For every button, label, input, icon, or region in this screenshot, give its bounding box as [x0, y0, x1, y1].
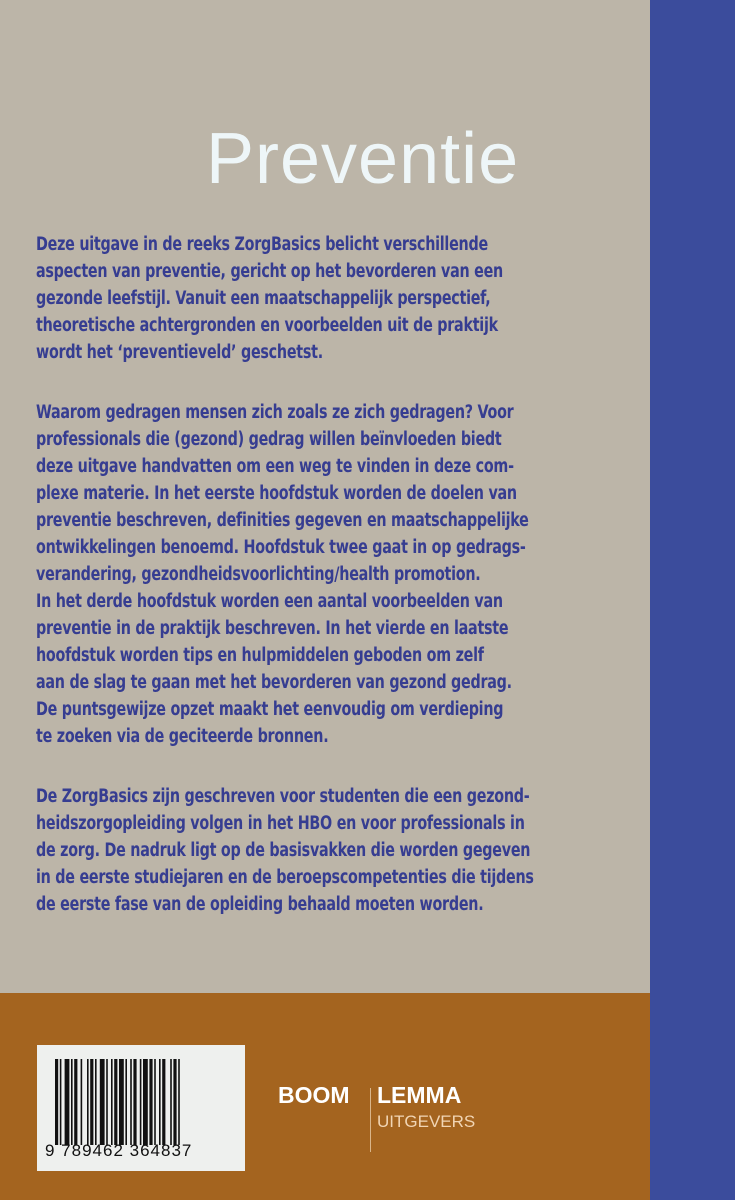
barcode [37, 1045, 245, 1171]
barcode-bar [133, 1059, 136, 1145]
blurb-line: in de eerste studiejaren en de beroepscompetenties die tijdens [36, 867, 534, 888]
barcode-bar [119, 1059, 124, 1145]
barcode-bar [173, 1059, 176, 1145]
barcode-bar [178, 1059, 180, 1145]
barcode-bar [159, 1059, 161, 1145]
barcode-bars [55, 1059, 231, 1145]
blurb-line: professionals die (gezond) gedrag willen beïnvloeden biedt [36, 429, 502, 450]
barcode-bar [100, 1059, 105, 1145]
blurb-line: heidszorgopleiding volgen in het HBO en voor professionals in [36, 813, 525, 834]
blurb-line: aan de slag te gaan met het bevorderen van gezond gedrag. [36, 672, 512, 693]
barcode-bar [60, 1059, 62, 1145]
barcode-bar [55, 1059, 58, 1145]
blurb-paragraph-1 [36, 231, 503, 366]
blurb-line: de zorg. De nadruk ligt op de basisvakken die worden gegeven [36, 840, 531, 861]
barcode-bar [114, 1059, 117, 1145]
barcode-bar [170, 1059, 172, 1145]
blurb-paragraph-2 [36, 399, 529, 750]
blurb-line: Deze uitgave in de reeks ZorgBasics belicht verschillende [36, 234, 488, 255]
blurb-line: hoofdstuk worden tips en hulpmiddelen geboden om zelf [36, 645, 484, 666]
blurb-line: plexe materie. In het eerste hoofdstuk worden de doelen van [36, 483, 517, 504]
blurb-line: preventie beschreven, definities gegeven en maatschappelijke [36, 510, 529, 531]
blurb-line: theoretische achtergronden en voorbeelden uit de praktijk [36, 315, 498, 336]
barcode-bar [154, 1059, 156, 1145]
barcode-bar [111, 1059, 113, 1145]
barcode-bar [143, 1059, 148, 1145]
blurb-line: deze uitgave handvatten om een weg te vinden in deze com- [36, 456, 514, 477]
book-title: Preventie [206, 119, 520, 199]
barcode-bar [87, 1059, 89, 1145]
blurb-line: ontwikkelingen benoemd. Hoofdstuk twee gaat in op gedrags- [36, 537, 526, 558]
barcode-bar [65, 1059, 70, 1145]
blurb-line: verandering, gezondheidsvoorlichting/health promotion. [36, 564, 481, 585]
blurb-line: Waarom gedragen mensen zich zoals ze zich gedragen? Voor [36, 402, 514, 423]
blurb-line: gezonde leefstijl. Vanuit een maatschappelijk perspectief, [36, 288, 491, 309]
logo-uitgevers: UITGEVERS [377, 1112, 476, 1131]
logo-boom: BOOM [278, 1082, 350, 1108]
barcode-bar [106, 1059, 108, 1145]
barcode-bar [74, 1059, 77, 1145]
barcode-bar [90, 1059, 93, 1145]
logo-lemma: LEMMA [377, 1082, 462, 1108]
blurb-line: aspecten van preventie, gericht op het bevorderen van een [36, 261, 503, 282]
barcode-bar [95, 1059, 97, 1145]
logo-divider [370, 1088, 371, 1152]
barcode-bar [130, 1059, 132, 1145]
blurb-line: De puntsgewijze opzet maakt het eenvoudig om verdieping [36, 699, 504, 720]
spine-strip [650, 0, 735, 1200]
barcode-bar [140, 1059, 142, 1145]
blurb-paragraph-3 [36, 783, 534, 918]
blurb-line: De ZorgBasics zijn geschreven voor studenten die een gezond- [36, 786, 530, 807]
barcode-bar [81, 1059, 83, 1145]
blurb-line: wordt het ‘preventieveld’ geschetst. [36, 342, 323, 363]
isbn-number: 9 789462 364837 [45, 1141, 193, 1160]
blurb-line: te zoeken via de geciteerde bronnen. [36, 726, 329, 747]
blurb-line: de eerste fase van de opleiding behaald moeten worden. [36, 894, 484, 915]
barcode-bar [125, 1059, 127, 1145]
blurb-line: In het derde hoofdstuk worden een aantal voorbeelden van [36, 591, 503, 612]
barcode-bar [162, 1059, 165, 1145]
blurb-line: preventie in de praktijk beschreven. In het vierde en laatste [36, 618, 509, 639]
barcode-bar [71, 1059, 73, 1145]
barcode-bar [149, 1059, 152, 1145]
